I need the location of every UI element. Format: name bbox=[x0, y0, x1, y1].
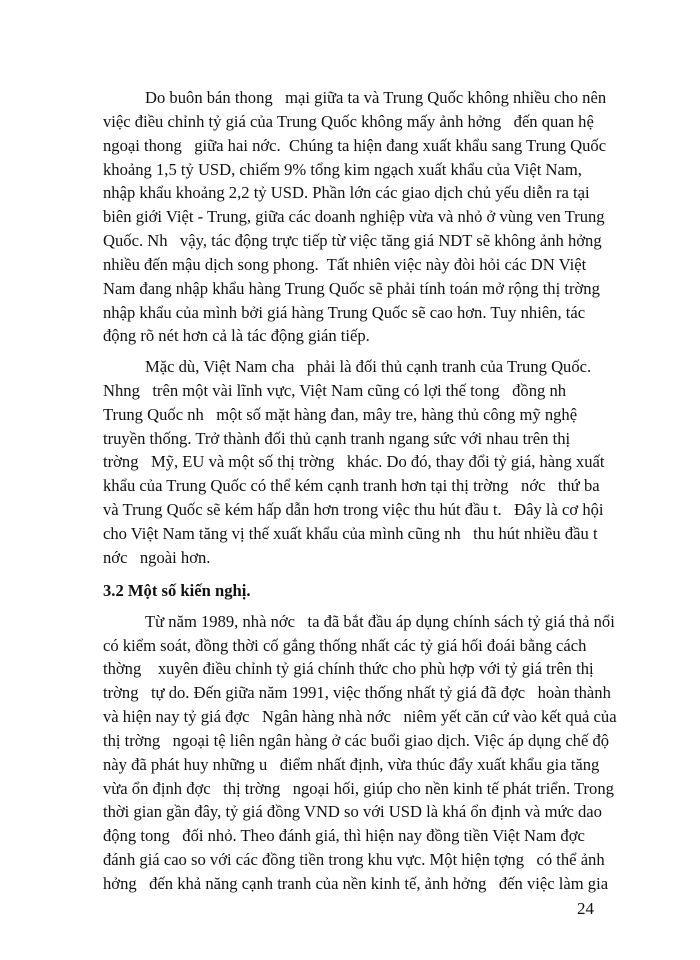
text: nhiều đến mậu dịch song phong. Tất nhiên việc này đòi hỏi các DN Việt bbox=[103, 254, 587, 274]
text: thờng xuyên điều chỉnh tỷ giá chính thức cho phù hợp với tỷ giá trên thị bbox=[103, 659, 594, 679]
paragraph-line bbox=[0, 729, 700, 753]
paragraph-line bbox=[0, 134, 700, 158]
text: Nam đang nhập khẩu hàng Trung Quốc sẽ phải tính toán mở rộng thị trờng bbox=[103, 278, 600, 298]
text: truyền thống. Trở thành đối thủ cạnh tranh ngang sức với nhau trên thị bbox=[103, 428, 571, 448]
paragraph-line bbox=[0, 872, 700, 896]
text: và Trung Quốc sẽ kém hấp dẫn hơn trong việc thu hút đầu t. Đây là cơ hội bbox=[103, 500, 604, 520]
text: động tong đối nhỏ. Theo đánh giá, thì hiện nay đồng tiền Việt Nam đợc bbox=[103, 826, 585, 846]
paragraph-line bbox=[0, 546, 700, 570]
paragraph-line bbox=[0, 158, 700, 182]
text: đánh giá cao so với các đồng tiền trong khu vực. Một hiện tợng có thể ảnh bbox=[103, 850, 605, 870]
text: nớc ngoài hơn. bbox=[103, 547, 211, 567]
paragraph-line bbox=[0, 522, 700, 546]
paragraph-line bbox=[0, 277, 700, 301]
paragraph-line bbox=[0, 86, 700, 110]
text: và hiện nay tỷ giá đợc Ngân hàng nhà nớc niêm yết căn cứ vào kết quả của bbox=[103, 707, 617, 727]
paragraph-line bbox=[0, 355, 700, 379]
paragraph-line bbox=[0, 450, 700, 474]
text: này đã phát huy những u điểm nhất định, vừa thúc đẩy xuất khẩu gia tăng bbox=[103, 754, 600, 774]
paragraph-line bbox=[0, 681, 700, 705]
text: khoảng 1,5 tỷ USD, chiếm 9% tổng kim ngạch xuất khẩu của Việt Nam, bbox=[103, 159, 582, 179]
paragraph-line bbox=[0, 253, 700, 277]
text: động rõ nét hơn cả là tác động gián tiếp. bbox=[103, 326, 370, 346]
paragraph-line bbox=[0, 474, 700, 498]
paragraph-line bbox=[0, 498, 700, 522]
paragraph-line bbox=[0, 427, 700, 451]
text: thời gian gần đây, tỷ giá đồng VND so với USD là khá ổn định và mức dao bbox=[103, 802, 602, 822]
text: thị trờng ngoại tệ liên ngân hàng ở các buổi giao dịch. Việc áp dụng chế độ bbox=[103, 730, 610, 750]
paragraph-line bbox=[0, 634, 700, 658]
paragraph-line bbox=[0, 800, 700, 824]
paragraph-line bbox=[0, 324, 700, 348]
paragraph-line bbox=[0, 824, 700, 848]
paragraph-line bbox=[0, 181, 700, 205]
text: Mặc dù, Việt Nam cha phải là đối thủ cạnh tranh của Trung Quốc. bbox=[145, 357, 592, 377]
text: có kiểm soát, đồng thời cố gắng thống nhất các tỷ giá hối đoái bằng cách bbox=[103, 635, 587, 655]
paragraph-line bbox=[0, 848, 700, 872]
paragraph-line bbox=[0, 110, 700, 134]
paragraph-line bbox=[0, 403, 700, 427]
page-number: 24 bbox=[577, 899, 594, 918]
paragraph-line bbox=[0, 379, 700, 403]
heading-text: 3.2 Một số kiến nghị. bbox=[103, 581, 251, 601]
text: Do buôn bán thong mại giữa ta và Trung Quốc không nhiều cho nên bbox=[145, 88, 607, 107]
text: Trung Quốc nh một số mặt hàng đan, mây tre, hàng thủ công mỹ nghệ bbox=[103, 404, 578, 424]
text: Nhng trên một vài lĩnh vực, Việt Nam cũng có lợi thế tong đồng nh bbox=[103, 380, 567, 400]
text: ngoại thong giữa hai nớc. Chúng ta hiện đang xuất khẩu sang Trung Quốc bbox=[103, 135, 607, 155]
paragraph-line bbox=[0, 705, 700, 729]
text: việc điều chỉnh tỷ giá của Trung Quốc không mấy ảnh hởng đến quan hệ bbox=[103, 111, 594, 131]
paragraph-line bbox=[0, 205, 700, 229]
paragraph-line bbox=[0, 301, 700, 325]
paragraph-line bbox=[0, 753, 700, 777]
text: trờng tự do. Đến giữa năm 1991, việc thống nhất tỷ giá đã đợc hoàn thành bbox=[103, 683, 611, 703]
text: khẩu của Trung Quốc có thể kém cạnh tranh hơn tại thị trờng nớc thứ ba bbox=[103, 476, 600, 496]
paragraph-line bbox=[0, 777, 700, 801]
text: biên giới Việt - Trung, giữa các doanh nghiệp vừa và nhỏ ở vùng ven Trung bbox=[103, 207, 605, 227]
paragraph-line bbox=[0, 657, 700, 681]
paragraph-line bbox=[0, 610, 700, 634]
text: Quốc. Nh vậy, tác động trực tiếp từ việc tăng giá NDT sẽ không ảnh hởng bbox=[103, 231, 602, 251]
text: cho Việt Nam tăng vị thế xuất khẩu của mình cũng nh thu hút nhiều đầu t bbox=[103, 523, 598, 543]
text: nhập khẩu của mình bởi giá hàng Trung Quốc sẽ cao hơn. Tuy nhiên, tác bbox=[103, 302, 586, 322]
text: vừa ổn định đợc thị trờng ngoại hối, giúp cho nền kinh tế phát triển. Trong bbox=[103, 778, 614, 798]
text: nhập khẩu khoảng 2,2 tỷ USD. Phần lớn các giao dịch chủ yếu diễn ra tại bbox=[103, 183, 590, 203]
text: trờng Mỹ, EU và một số thị trờng khác. Do đó, thay đổi tỷ giá, hàng xuất bbox=[103, 452, 605, 472]
text: hởng đến khả năng cạnh tranh của nền kinh tế, ảnh hởng đến việc làm gia bbox=[103, 874, 609, 893]
paragraph-line bbox=[0, 229, 700, 253]
section-heading bbox=[0, 579, 700, 603]
text: Từ năm 1989, nhà nớc ta đã bắt đầu áp dụng chính sách tỷ giá thả nổi bbox=[145, 611, 615, 631]
